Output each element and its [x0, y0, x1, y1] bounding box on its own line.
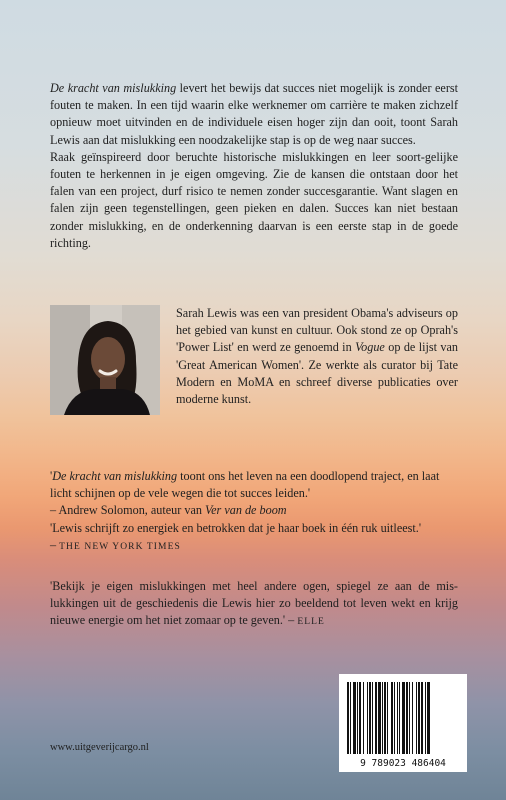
barcode-bar — [347, 682, 349, 754]
quote-text: 'Bekijk je eigen mislukkingen met heel andere ogen, spiegel ze aan de mis-lukkingen uit de geschiedenis die Lewis hier zo beeldend tot leven wekt en krijg nieuwe energie om het niet zomaar op te geven.' – — [50, 579, 458, 628]
barcode-bar — [427, 682, 430, 754]
bio-vogue-italic: Vogue — [355, 340, 385, 355]
barcode-bar — [412, 682, 413, 754]
book-title-italic: De kracht van mislukking — [50, 81, 177, 95]
barcode-bar — [375, 682, 377, 754]
bio-text-2: op de lijst van 'Great American Women'. Ze werkte als curator bij Tate Modern en MoMA en schreef diverse publicaties over moderne kunst. — [176, 340, 458, 407]
barcode-bar — [397, 682, 398, 754]
barcode-bar — [353, 682, 356, 754]
review-quote-nyt — [50, 520, 458, 556]
barcode-bar — [402, 682, 405, 754]
barcode-bar — [384, 682, 386, 754]
quote-text: 'Lewis schrijft zo energiek en betrokken dat je haar boek in één ruk uitleest.' — [50, 521, 422, 535]
blurb-paragraph-2: Raak geïnspireerd door beruchte historische mislukkingen en leer soort-gelijke fouten te herkennen in je eigen omgeving. Zie de kansen die ontstaan door het falen van een project, durf risico te nemen zonder succesgarantie. Want slagen en falen zijn geen tegenstellingen, geen pieken en dalen. Succes kan niet bestaan zonder mislukking, en de onderkenning daarvan is een eerste stap in de goede richting. — [50, 149, 458, 250]
barcode-bar — [421, 682, 423, 754]
barcode-bar — [394, 682, 395, 754]
back-cover-blurb — [50, 80, 458, 252]
isbn-number: 9 789023 486404 — [360, 758, 446, 769]
isbn-barcode — [339, 674, 467, 772]
barcode-bar — [406, 682, 408, 754]
quote-attribution-dash: – — [50, 538, 60, 553]
barcode-bar — [391, 682, 393, 754]
quote-attribution: – Andrew Solomon, auteur van — [50, 503, 206, 518]
barcode-bar — [382, 682, 383, 754]
barcode-bar — [378, 682, 381, 754]
author-photo — [50, 305, 160, 415]
barcode-bar — [418, 682, 420, 754]
quote-attribution-source: THE NEW YORK TIMES — [59, 542, 181, 553]
blurb-paragraph-1 — [50, 80, 458, 149]
quote-book-title: De kracht van mislukking — [52, 469, 178, 483]
barcode-bar — [425, 682, 426, 754]
review-quote-elle — [50, 578, 458, 632]
barcode-bar — [359, 682, 361, 754]
quote-open-mark: ' — [50, 469, 53, 483]
barcode-bar — [409, 682, 410, 754]
barcode-bar — [399, 682, 400, 754]
barcode-bar — [363, 682, 364, 754]
quote-attribution-book: Ver van de boom — [205, 503, 287, 518]
author-portrait-image — [50, 305, 160, 415]
quote-attribution-source: ELLE — [297, 617, 325, 628]
barcode-bar — [372, 682, 373, 754]
barcode-bar — [367, 682, 368, 754]
author-bio — [176, 305, 458, 408]
barcode-bar — [416, 682, 417, 754]
barcode-bar — [369, 682, 371, 754]
barcode-bars — [345, 682, 461, 754]
blurb-paragraph-1-text: levert het bewijs dat succes niet mogelijk is zonder eerst fouten te maken. In een tijd waarin elke werknemer om carrière te maken zichzelf opnieuw moet uitvinden en de individuele eisen hoger zijn dan ooit, toont Sarah Lewis aan dat mislukking een noodzakelijke stap is op de weg naar succes. — [50, 81, 459, 147]
review-quote-solomon — [50, 468, 458, 520]
barcode-bar — [387, 682, 388, 754]
quote-text: toont ons het leven na een doodlopend traject, en laat licht schijnen op de vele wegen die tot succes leiden.' — [50, 469, 440, 501]
bio-text-1: Sarah Lewis was een van president Obama's adviseurs op het gebied van kunst en cultuur. Ook stond ze op Oprah's 'Power List' en werd ze genoemd in — [176, 306, 458, 355]
barcode-bar — [357, 682, 358, 754]
barcode-bar — [350, 682, 351, 754]
publisher-website: www.uitgeverijcargo.nl — [50, 742, 149, 753]
